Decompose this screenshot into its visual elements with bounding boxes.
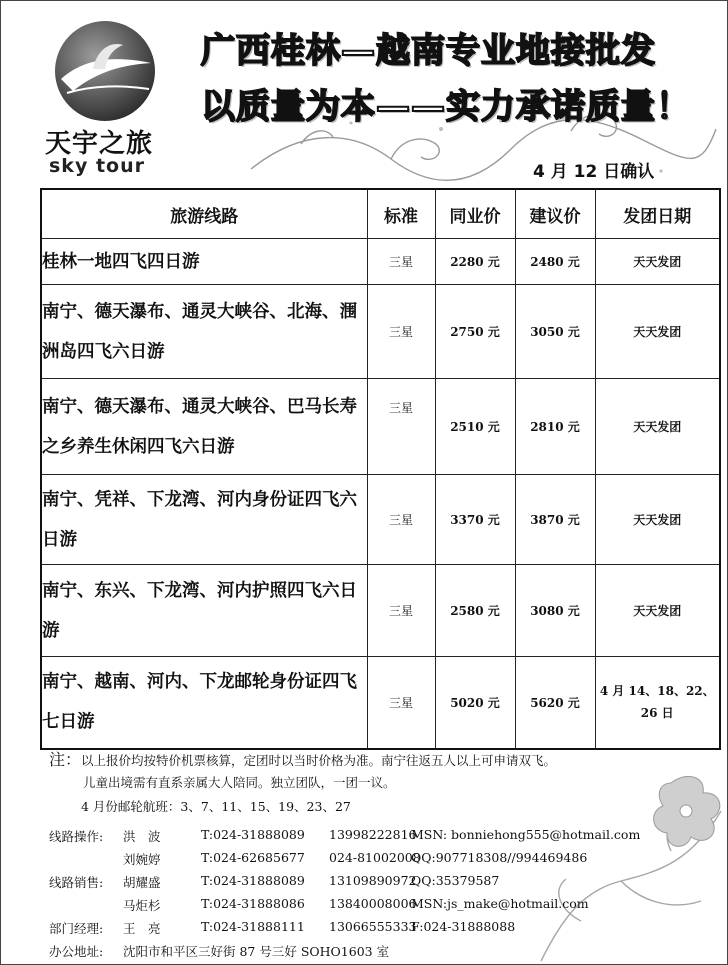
table-row [41,565,720,657]
contact-mobile: 13840008006 [329,896,417,911]
contact-row [49,850,719,872]
route-name: 南宁、德天瀑布、通灵大峡谷、北海、涠洲岛四飞六日游 [41,285,367,379]
brand-english-name: sky tour [49,155,145,177]
contact-name: 胡耀盛 [123,875,161,890]
contact-phone: T:024-31888089 [201,827,305,842]
standard-value: 三星 [367,475,435,565]
standard-value: 三星 [367,379,435,475]
contact-mobile: 13066555333 [329,919,417,934]
logo [41,19,171,184]
headline-line-2: 以质量为本——实力承诺质量！ [201,87,691,127]
route-name: 南宁、德天瀑布、通灵大峡谷、巴马长寿之乡养生休闲四飞六日游 [41,379,367,475]
departure-date: 天天发团 [595,565,720,657]
contact-phone: T:024-62685677 [201,850,305,865]
contact-im: MSN: bonniehong555@hotmail.com [411,827,641,842]
trade-price: 2580 元 [435,565,515,657]
contact-row [49,873,719,895]
suggested-price: 2480 元 [515,239,595,285]
contact-row [49,827,719,849]
note-text-1: 以上报价均按特价机票核算，定团时以当时价格为准。南宁往返五人以上可申请双飞。 [81,753,557,768]
contact-im: MSN:js_make@hotmail.com [411,896,589,911]
table-header-row [41,189,720,239]
departure-date: 天天发团 [595,379,720,475]
header-trade-price: 同业价 [435,189,515,239]
trade-price: 5020 元 [435,657,515,749]
contact-role: 线路操作: [49,829,104,844]
note-label: 注： [49,750,82,769]
departure-date: 天天发团 [595,239,720,285]
contact-mobile: 024-81002008 [329,850,421,865]
trade-price: 2510 元 [435,379,515,475]
contact-im: QQ:907718308//994469486 [411,850,588,865]
sky-tour-logo-icon [53,19,157,123]
contact-phone: T:024-31888086 [201,896,305,911]
contact-name: 马炬杉 [123,898,161,913]
route-name: 桂林一地四飞四日游 [41,239,367,285]
contact-fax: F:024-31888088 [411,919,516,934]
departure-date: 天天发团 [595,475,720,565]
suggested-price: 5620 元 [515,657,595,749]
trade-price: 2280 元 [435,239,515,285]
contact-name: 洪 波 [123,829,161,844]
contact-row [49,919,719,941]
contact-role: 部门经理: [49,921,104,936]
table-row [41,239,720,285]
header-suggested-price: 建议价 [515,189,595,239]
note-line-1 [49,747,556,770]
header-route: 旅游线路 [41,189,367,239]
table-row [41,475,720,565]
contact-name: 王 亮 [123,921,161,936]
contact-role: 线路销售: [49,875,104,890]
contact-mobile: 13998222816 [329,827,417,842]
trade-price: 2750 元 [435,285,515,379]
contact-name: 刘婉婷 [123,852,161,867]
header-departure: 发团日期 [595,189,720,239]
standard-value: 三星 [367,565,435,657]
standard-value: 三星 [367,239,435,285]
contact-im: QQ:35379587 [411,873,500,888]
table-row [41,379,720,475]
header-standard: 标准 [367,189,435,239]
table-row [41,657,720,749]
table-row [41,285,720,379]
contact-phone: T:024-31888089 [201,873,305,888]
contact-mobile: 13109890972 [329,873,417,888]
departure-date: 4 月 14、18、22、26 日 [595,657,720,749]
departure-date: 天天发团 [595,285,720,379]
suggested-price: 2810 元 [515,379,595,475]
headline-line-1: 广西桂林—越南专业地接批发 [201,31,656,71]
route-name: 南宁、凭祥、下龙湾、河内身份证四飞六日游 [41,475,367,565]
suggested-price: 3870 元 [515,475,595,565]
address-label: 办公地址: [49,944,104,959]
address-row [49,942,719,964]
note-text-3: 4 月份邮轮航班：3、7、11、15、19、23、27 [81,799,351,814]
route-name: 南宁、东兴、下龙湾、河内护照四飞六日游 [41,565,367,657]
confirm-date: 4 月 12 日确认 [533,162,655,182]
suggested-price: 3080 元 [515,565,595,657]
suggested-price: 3050 元 [515,285,595,379]
price-table [40,188,721,750]
trade-price: 3370 元 [435,475,515,565]
brand-chinese-name: 天宇之旅 [45,129,154,159]
note-text-2: 儿童出境需有直系亲属大人陪同。独立团队，一团一议。 [83,775,396,790]
route-name: 南宁、越南、河内、下龙邮轮身份证四飞七日游 [41,657,367,749]
address-value: 沈阳市和平区三好街 87 号三好 SOHO1603 室 [123,944,390,959]
contact-row [49,896,719,918]
contact-phone: T:024-31888111 [201,919,305,934]
standard-value: 三星 [367,285,435,379]
standard-value: 三星 [367,657,435,749]
